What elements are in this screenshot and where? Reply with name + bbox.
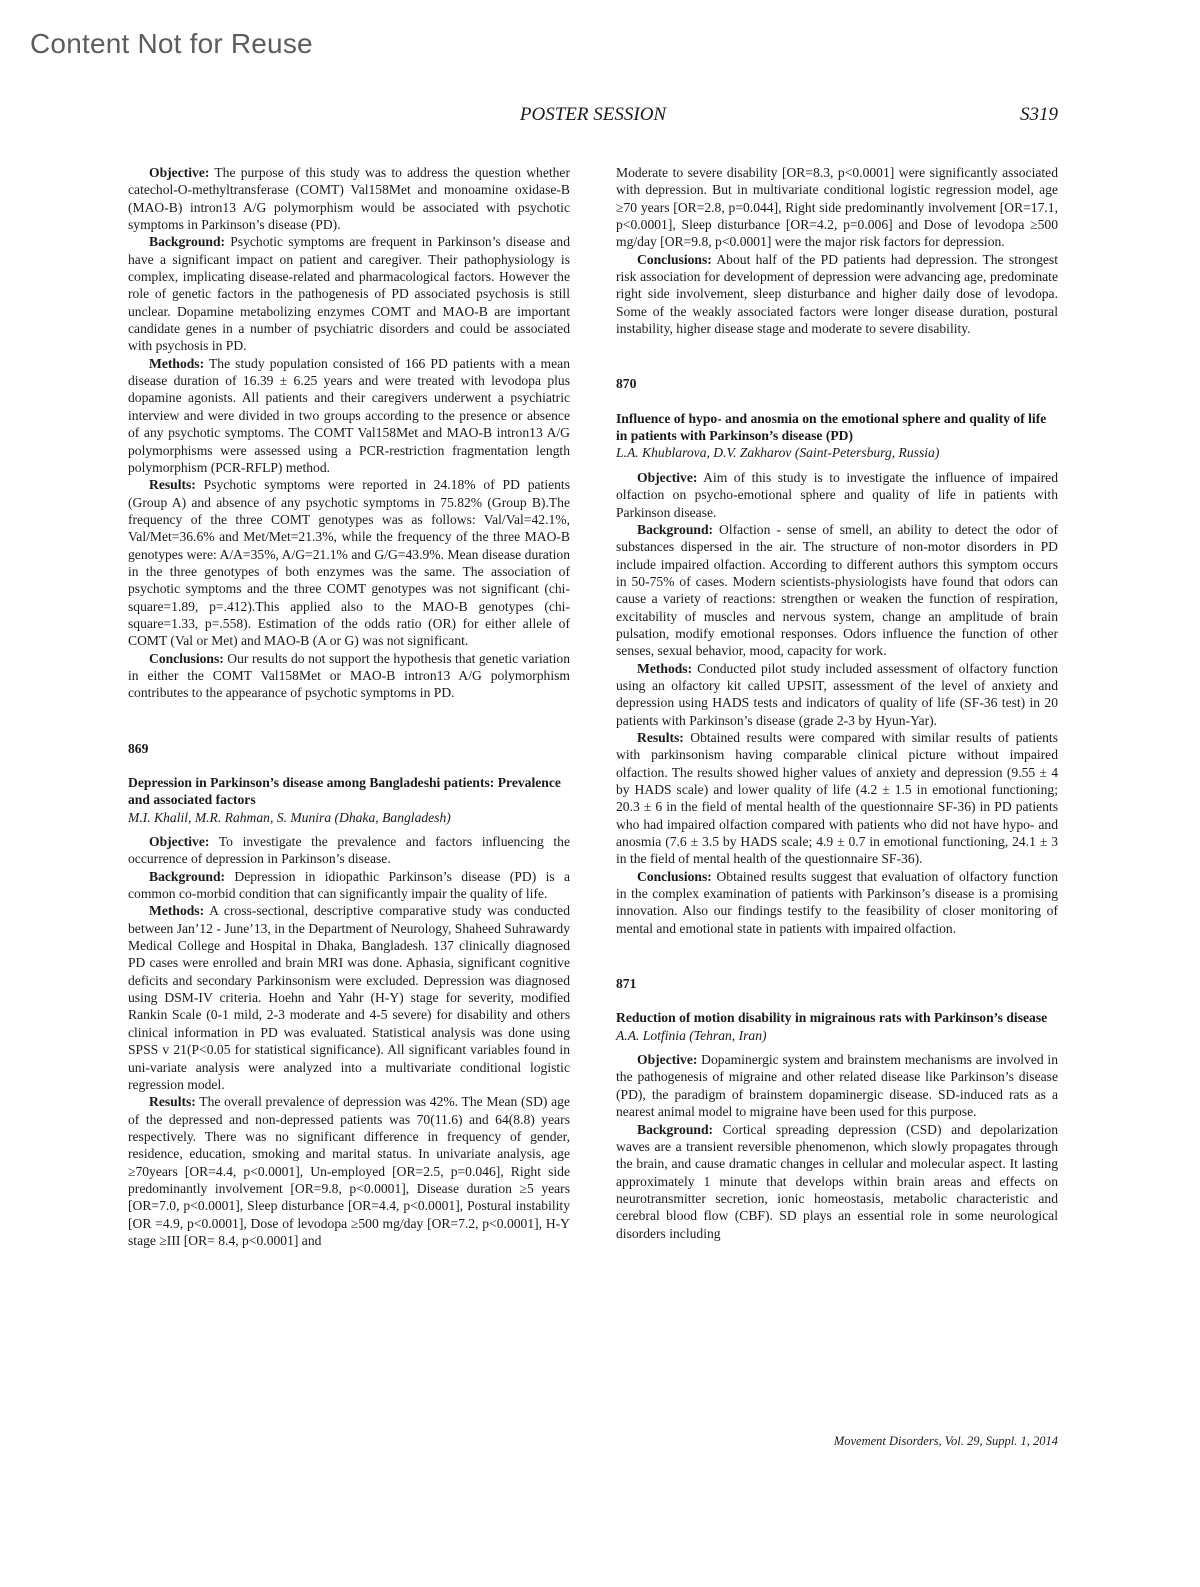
paragraph-lead: Results: <box>149 477 196 493</box>
journal-citation: Movement Disorders, Vol. 29, Suppl. 1, 2014 <box>833 1434 1058 1448</box>
paragraph-text: About half of the PD patients had depression. The strongest risk association for development of depression were advancing age, predominate right side involvement, sleep disturbance and higher daily dose of levodopa. Some of the weakly associated factors were longer disease duration, postural instability, higher disease stage and moderate to severe disability. <box>616 251 1058 337</box>
paragraph <box>616 868 1058 937</box>
page-number: S319 <box>1020 104 1058 125</box>
paragraph-lead: Methods: <box>637 660 693 676</box>
paragraph-text: The study population consisted of 166 PD patients with a mean disease duration of 16.39 ± 6.25 years and were treated with levodopa plus dopamine agonists. All patients and their caregivers underwent a psychiatric interview and were divided in two groups according to the presence or absence of any psychotic symptoms. The COMT Val158Met and MAO-B intron13 A/G polymorphisms were assessed using a PCR-restriction fragmentation length polymorphism (PCR-RFLP) method. <box>128 355 570 475</box>
paragraph-text: Dopaminergic system and brainstem mechanisms are involved in the pathogenesis of migraine and other related disease like Parkinson’s disease (PD), the paradigm of brainstem dopaminergic disease. SD-induced rats as a nearest animal model to migraine have been used for this purpose. <box>616 1052 1058 1120</box>
paragraph <box>128 650 570 702</box>
paragraph-lead: Methods: <box>149 903 205 919</box>
paragraph-lead: Objective: <box>637 469 698 485</box>
paragraph-text: Conducted pilot study included assessment of olfactory function using an olfactory kit called UPSIT, assessment of the level of anxiety and depression using HADS tests and indicators of quality of life (SF-36 test) in 20 patients with Parkinson’s disease (grade 2-3 by Hyun-Yar). <box>616 660 1058 728</box>
paragraph <box>128 833 570 868</box>
abstract-authors: L.A. Khublarova, D.V. Zakharov (Saint-Petersburg, Russia) <box>616 445 940 461</box>
paragraph <box>616 251 1058 338</box>
paragraph-lead: Methods: <box>149 355 205 371</box>
paragraph-lead: Results: <box>149 1094 196 1110</box>
paragraph-lead: Background: <box>149 234 226 250</box>
paragraph <box>616 521 1058 660</box>
paragraph-text: Depression in idiopathic Parkinson’s disease (PD) is a common co-morbid condition that can significantly impair the quality of life. <box>128 868 570 902</box>
paragraph <box>128 1093 570 1249</box>
paragraph-lead: Objective: <box>637 1052 698 1068</box>
paragraph <box>616 660 1058 729</box>
paragraph-text: A cross-sectional, descriptive comparative study was conducted between Jan’12 - June’13, in the Department of Neurology, Shaheed Suhrawardy Medical College and Hospital in Dhaka, Bangladesh. 137 clinically diagnosed PD cases were enrolled and brain MRI was done. Aphasia, significant cognitive deficits and secondary Parkinsonism were excluded. Depression was diagnosed using DSM-IV criteria. Hoehn and Yahr (H-Y) stage for severity, modified Rankin Scale (0-1 mild, 2-3 moderate and 4-5 severe) for disability and others clinical information in PD was evaluated. Statistical analysis was done using SPSS v 21(P<0.05 for statistical significance). All significant variables found in uni-variate analysis were analyzed into a multivariate conditional logistic regression model. <box>128 903 570 1092</box>
paragraph-lead: Objective: <box>149 165 210 180</box>
abstract-number: 869 <box>128 740 149 756</box>
paragraph-text: Aim of this study is to investigate the influence of impaired olfaction on psycho-emotional sphere and quality of life in patients with Parkinson disease. <box>616 469 1058 520</box>
paragraph-lead: Conclusions: <box>149 650 224 666</box>
watermark-text: Content Not for Reuse <box>30 28 313 59</box>
abstract-number: 870 <box>616 376 637 392</box>
paragraph <box>616 164 1058 251</box>
paragraph-text: Obtained results were compared with similar results of patients with parkinsonism having comparable clinical picture without impaired olfaction. The results showed higher values of anxiety and depression (9.55 ± 4 by HADS scale) and lower quality of life (4.2 ± 1.5 in emotional functioning; 20.3 ± 6 in the field of mental health of the questionnaire SF-36) in PD patients who had impaired olfaction compared with patients who did not have hypo- and anosmia (7.6 ± 3.5 by HADS scale; 4.9 ± 0.7 in emotional functioning, 24.1 ± 3 in the field of mental health of the questionnaire SF-36). <box>616 729 1058 867</box>
paragraph <box>616 1121 1058 1242</box>
paragraph <box>128 902 570 1093</box>
paragraph-text: To investigate the prevalence and factors influencing the occurrence of depression in Parkinson’s disease. <box>128 834 570 867</box>
paragraph <box>616 729 1058 868</box>
paragraph-text: The purpose of this study was to address the question whether catechol-O-methyltransferase (COMT) Val158Met and monoamine oxidase-B (MAO-B) intron13 A/G polymorphism would be associated with psychotic symptoms in Parkinson’s disease (PD). <box>128 165 570 233</box>
abstract-authors: M.I. Khalil, M.R. Rahman, S. Munira (Dhaka, Bangladesh) <box>128 809 451 825</box>
paragraph-text: The overall prevalence of depression was 42%. The Mean (SD) age of the depressed and non-depressed patients was 70(11.6) and 64(8.8) years respectively. There was no significant difference in frequency of gender, residence, education, smoking and marital status. In univariate analysis, age ≥70years [OR=4.4, p<0.0001], Un-employed [OR=2.5, p=0.046], Right side predominantly involvement [OR=9.8, p<0.0001], Disease duration ≥5 years [OR=7.0, p<0.0001], Sleep disturbance [OR=4.4, p<0.0001], Postural instability [OR =4.9, p<0.0001], Dose of levodopa ≥500 mg/day [OR=7.2, p<0.0001], H-Y stage ≥III [OR= 8.4, p<0.0001] and <box>128 1094 570 1248</box>
section-title: POSTER SESSION <box>519 104 667 125</box>
paragraph <box>616 469 1058 521</box>
paragraph-text: Psychotic symptoms are frequent in Parkinson’s disease and have a significant impact on patient and caregiver. Their pathophysiology is complex, implicating disease-related and pharmacological factors. However the role of genetic factors in the pathogenesis of PD associated psychosis is still unclear. Dopamine metabolizing enzymes COMT and MAO-B are important candidate genes in a number of psychiatric disorders and could be associated with psychosis in PD. <box>128 234 570 354</box>
abstract-title: Influence of hypo- and anosmia on the emotional sphere and quality of life in patients with Parkinson’s disease (PD) <box>616 410 1047 444</box>
paragraph <box>128 233 570 354</box>
paragraph-lead: Results: <box>637 729 684 745</box>
paragraph-lead: Objective: <box>149 834 210 850</box>
running-head <box>128 104 1058 132</box>
paragraph-text: Our results do not support the hypothesis that genetic variation in either the COMT Val158Met or MAO-B intron13 A/G polymorphism contributes to the appearance of psychotic symptoms in PD. <box>128 650 570 701</box>
paragraph-lead: Background: <box>637 1121 714 1137</box>
paragraph <box>128 868 570 903</box>
abstract-title: Depression in Parkinson’s disease among Bangladeshi patients: Prevalence and associated factors <box>128 775 561 808</box>
paragraph-text: Psychotic symptoms were reported in 24.18% of PD patients (Group A) and absence of any psychotic symptoms in 75.82% (Group B).The frequency of the three COMT genotypes was as follows: Val/Val=42.1%, Val/Met=36.6% and Met/Met=21.3%, while the frequency of the three MAO-B genotypes were: A/A=35%, A/G=21.1% and G/G=43.9%. Mean disease duration in the three genotypes of both enzymes was the same. The association of psychotic symptoms and the three COMT genotypes was not significant (chi-square=1.89, p=.412).This applied also to the MAO-B genotypes (chi-square=1.33, p=.558). Estimation of the odds ratio (OR) for either allele of COMT (Val or Met) and MAO-B (A or G) was not significant. <box>128 477 570 649</box>
paragraph-text: Moderate to severe disability [OR=8.3, p<0.0001] were significantly associated with depression. But in multivariate conditional logistic regression model, age ≥70 years [OR=2.8, p=0.044], Right side predominantly involvement [OR=17.1, p<0.0001], Sleep disturbance [OR=4.2, p=0.006] and Dose of levodopa ≥500 mg/day [OR=9.8, p<0.0001] were the major risk factors for depression. <box>616 165 1058 250</box>
paragraph-text: Cortical spreading depression (CSD) and depolarization waves are a transient reversible phenomenon, which slowly propagates through the brain, and cause dramatic changes in cellular and molecular aspect. It lasting approximately 1 minute that develops within brain areas and effects on neurotransmitter secretion, ionic homeostasis, metabolic characteristic and cerebral blood flow (CBF). SD plays an essential role in some neurological disorders including <box>616 1121 1058 1241</box>
paragraph <box>128 355 570 476</box>
paragraph-lead: Background: <box>637 521 714 537</box>
paragraph-lead: Conclusions: <box>637 251 712 267</box>
left-column <box>128 164 570 1249</box>
paragraph-text: Olfaction - sense of smell, an ability to detect the odor of substances dispersed in the air. The structure of non-motor disorders in PD include impaired olfaction. According to different authors this symptom occurs in 50-75% of cases. Modern scientists-physiologists have found that odors can cause a variety of reactions: strengthen or weaken the function of respiration, excitability of muscles and nervous system, change an amplitude of brain pulsation, modify emotional responses. Odors influence the function of other senses, sexual behavior, mood, capacity for work. <box>616 521 1058 659</box>
paragraph <box>128 164 570 233</box>
right-column <box>616 164 1058 1242</box>
abstract-number: 871 <box>616 976 637 992</box>
paragraph-text: Obtained results suggest that evaluation of olfactory function in the complex examination of patients with Parkinson’s disease is a promising innovation. Also our findings testify to the feasibility of closer monitoring of mental and emotional state in patients with impaired olfaction. <box>616 868 1058 936</box>
paragraph-lead: Conclusions: <box>637 868 712 884</box>
abstract-title: Reduction of motion disability in migrainous rats with Parkinson’s disease <box>616 1010 1048 1026</box>
paragraph <box>128 476 570 649</box>
abstract-authors: A.A. Lotfinia (Tehran, Iran) <box>616 1027 767 1043</box>
paragraph <box>616 1051 1058 1120</box>
paragraph-lead: Background: <box>149 868 226 884</box>
